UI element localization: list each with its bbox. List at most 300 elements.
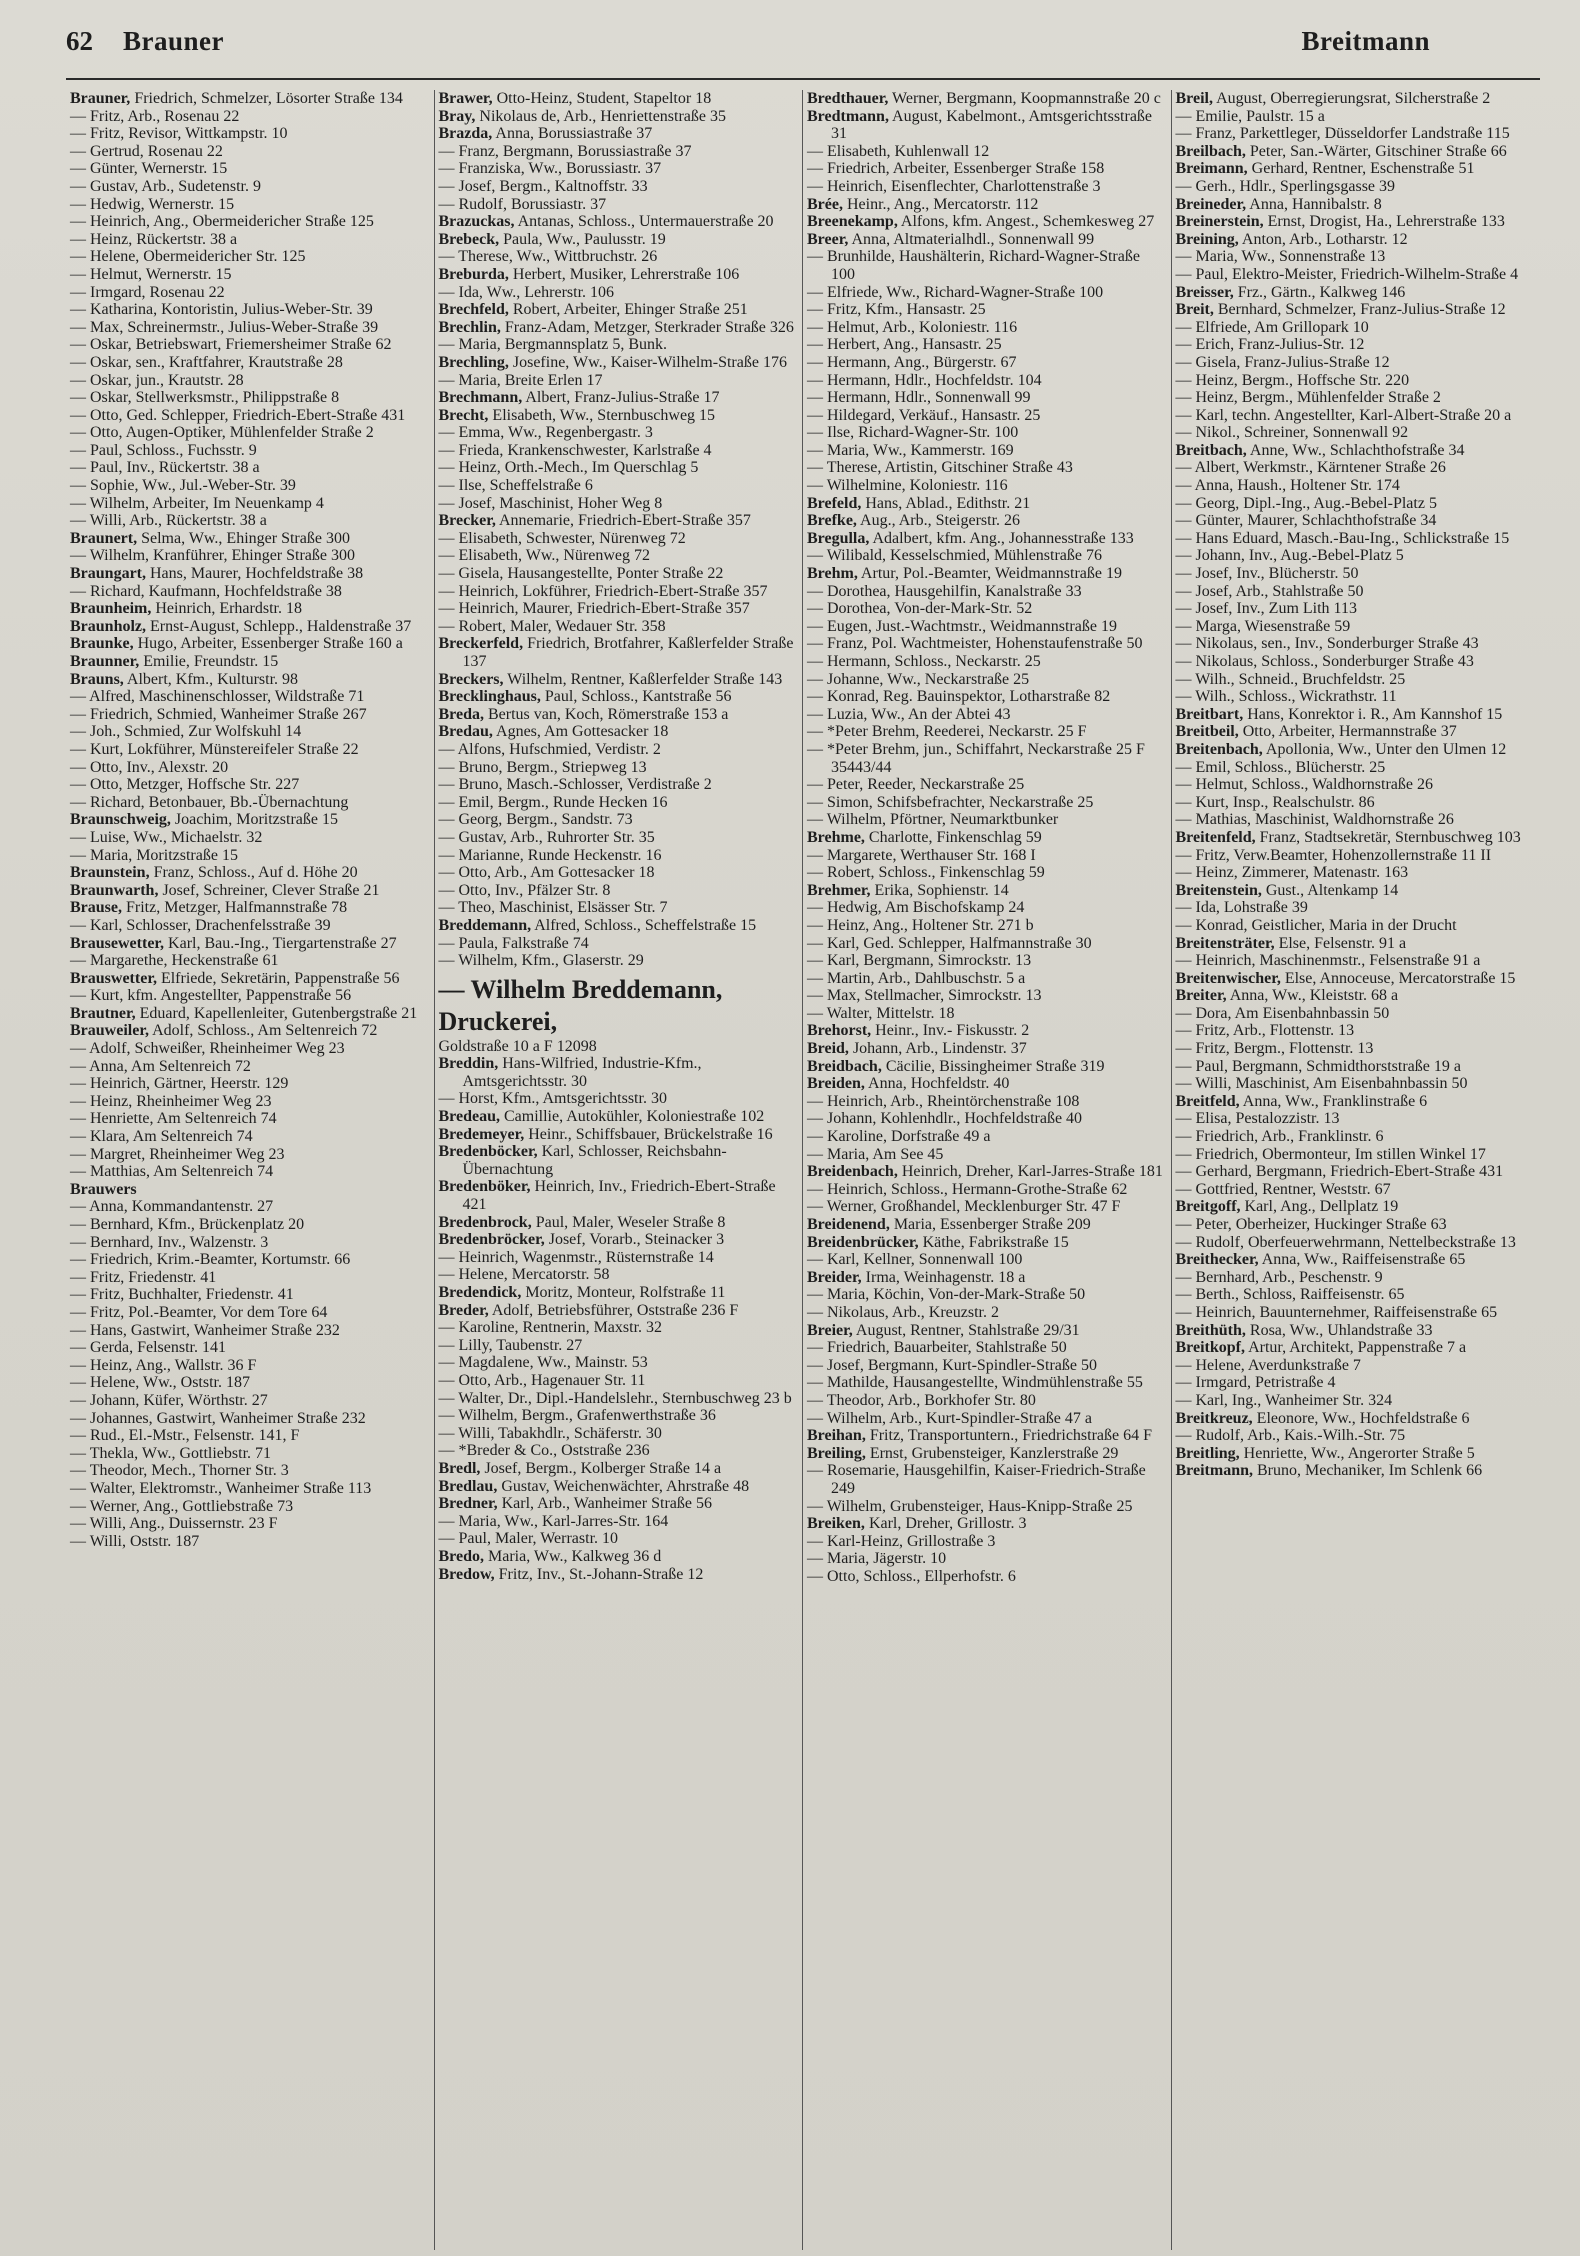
entry-details: Ernst, Drogist, Ha., Lehrerstraße 133 [1263,213,1505,231]
directory-entry [1176,1216,1535,1234]
column-4 [1172,90,1541,2250]
entry-details: — Maria, Am See 45 [807,1145,944,1163]
entry-details: — Anna, Kommandantenstr. 27 [70,1198,274,1216]
entry-details: — Wilhelm, Arb., Kurt-Spindler-Straße 47 a [807,1409,1092,1427]
directory-entry [70,1374,428,1392]
directory-entry [807,424,1165,442]
entry-surname: Braunschweig, [70,811,171,829]
entry-details: — Gottfried, Rentner, Weststr. 67 [1175,1180,1391,1198]
entry-details: — Emma, Ww., Regenbergastr. 3 [438,424,653,442]
directory-entry [807,723,1165,741]
entry-details: — Johannes, Gastwirt, Wanheimer Straße 232 [70,1409,366,1427]
directory-entry [1176,284,1535,302]
directory-entry [1176,266,1535,284]
directory-entry [807,1392,1165,1410]
directory-entry [439,1460,797,1478]
directory-entry [1176,231,1535,249]
directory-entry [439,952,797,970]
entry-surname: Breitkreuz, [1175,1409,1253,1427]
entry-surname: Bredl, [438,1459,481,1477]
directory-entry [807,1374,1165,1392]
directory-entry [807,442,1165,460]
directory-entry [439,1231,797,1249]
entry-details: — Helene, Obermeidericher Str. 125 [70,248,306,266]
entry-details: — Helene, Averdunkstraße 7 [1175,1356,1361,1374]
directory-entry [439,1302,797,1320]
directory-entry [807,706,1165,724]
entry-surname: Bregulla, [807,529,870,547]
directory-entry [70,811,428,829]
entry-details: — Marga, Wiesenstraße 59 [1175,617,1351,635]
entry-details: — Luzia, Ww., An der Abtei 43 [807,705,1011,723]
directory-entry [1176,213,1535,231]
entry-surname: Bredtmann, [807,107,889,125]
entry-surname: Breinerstein, [1175,213,1264,231]
directory-entry [70,1251,428,1269]
entry-details: Selma, Ww., Ehinger Straße 300 [137,529,350,547]
entry-details: — Oskar, sen., Kraftfahrer, Krautstraße 28 [70,353,343,371]
entry-details: — Georg, Dipl.-Ing., Aug.-Bebel-Platz 5 [1175,494,1437,512]
directory-entry [807,1304,1165,1322]
entry-details: Anne, Ww., Schlachthofstraße 34 [1246,441,1465,459]
entry-surname: Breit, [1175,301,1214,319]
directory-entry [1176,301,1535,319]
entry-details: Artur, Architekt, Pappenstraße 7 a [1244,1339,1467,1357]
entry-details: August, Kabelmont., Amtsgerichtsstraße 31 [831,107,1153,143]
left-guide-word: Brauner [123,26,224,56]
directory-entry [1176,1322,1535,1340]
entry-details: — Karl, Ged. Schlepper, Halfmannstraße 30 [807,934,1092,952]
directory-entry [1176,1022,1535,1040]
directory-entry [70,1163,428,1181]
directory-entry [807,1445,1165,1463]
directory-entry [439,1372,797,1390]
columns [66,90,1540,2250]
entry-details: — Johanne, Ww., Neckarstraße 25 [807,670,1030,688]
entry-details: — Otto, Augen-Optiker, Mühlenfelder Straße 2 [70,424,374,442]
entry-details: — Emil, Schloss., Blücherstr. 25 [1175,758,1386,776]
entry-details: August, Rentner, Stahlstraße 29/31 [852,1321,1080,1339]
directory-entry [70,530,428,548]
entry-details: — Magdalene, Ww., Mainstr. 53 [438,1354,648,1372]
directory-entry [439,495,797,513]
directory-entry [1176,671,1535,689]
entry-details: — Maria, Breite Erlen 17 [438,371,603,389]
directory-entry [70,1427,428,1445]
entry-details: — Theodor, Arb., Borkhofer Str. 80 [807,1391,1036,1409]
directory-entry [70,231,428,249]
entry-surname: Breitmann, [1175,1462,1253,1480]
directory-entry [70,864,428,882]
entry-details: — Franz, Parkettleger, Düsseldorfer Landstraße 115 [1175,125,1510,143]
directory-entry [70,1269,428,1287]
directory-entry [70,1304,428,1322]
directory-entry [70,1075,428,1093]
directory-entry [1176,1392,1535,1410]
directory-entry [439,794,797,812]
entry-details: — Wilhelm, Bergm., Grafenwerthstraße 36 [438,1407,716,1425]
entry-surname: Breitensträter, [1175,934,1275,952]
entry-details: Josef, Vorarb., Steinacker 3 [544,1231,725,1249]
entry-details: Hans-Wilfried, Industrie-Kfm., Amtsgerichtsstr. 30 [462,1055,702,1090]
directory-entry [807,1410,1165,1428]
entry-details: Friedrich, Schmelzer, Lösorter Straße 134 [130,90,403,107]
directory-entry [1176,389,1535,407]
display-entry-text: — Wilhelm Breddemann, Druckerei, [438,974,723,1036]
directory-entry [70,1040,428,1058]
directory-entry [1176,512,1535,530]
directory-entry [807,143,1165,161]
entry-details: Eduard, Kapellenleiter, Gutenbergstraße 21 [135,1004,418,1022]
directory-entry [439,600,797,618]
entry-details: — Fritz, Friedenstr. 41 [70,1268,217,1286]
directory-entry [439,1407,797,1425]
directory-entry [1176,1181,1535,1199]
entry-details: Anna, Ww., Raiffeisenstraße 65 [1258,1251,1466,1269]
directory-entry [807,512,1165,530]
entry-details: Ernst-August, Schlepp., Haldenstraße 37 [146,617,412,635]
directory-entry [439,583,797,601]
directory-entry [70,319,428,337]
directory-entry [439,1566,797,1584]
entry-details: — Gisela, Franz-Julius-Straße 12 [1175,353,1390,371]
directory-entry [807,1181,1165,1199]
entry-details: — Karl, techn. Angestellter, Karl-Albert-Straße 20 a [1175,406,1512,424]
directory-entry [1176,459,1535,477]
directory-entry [439,1478,797,1496]
entry-details: — Günter, Wernerstr. 15 [70,160,228,178]
directory-entry [70,284,428,302]
entry-surname: Breining, [1175,230,1239,248]
directory-entry [70,90,428,108]
entry-details: Maria, Ww., Kalkweg 36 d [483,1547,662,1565]
directory-entry [70,160,428,178]
directory-entry [1176,952,1535,970]
entry-details: Gerhard, Rentner, Eschenstraße 51 [1247,160,1475,178]
directory-entry [807,794,1165,812]
entry-details: — Henriette, Am Seltenreich 74 [70,1110,277,1128]
entry-details: Else, Felsenstr. 91 a [1274,934,1407,952]
entry-surname: Brehorst, [807,1022,872,1040]
directory-entry [70,266,428,284]
directory-entry [439,565,797,583]
entry-details: — Heinz, Orth.-Mech., Im Querschlag 5 [438,459,699,477]
entry-details: — Georg, Bergm., Sandstr. 73 [438,811,633,829]
entry-surname: Breisser, [1175,283,1234,301]
entry-details: — Johann, Kohlenhdlr., Hochfeldstraße 40 [807,1110,1083,1128]
entry-details: — Gertrud, Rosenau 22 [70,142,223,160]
entry-surname: Brehm, [807,565,858,583]
entry-details: Karl, Dreher, Grillostr. 3 [864,1515,1027,1533]
directory-entry [70,899,428,917]
directory-entry [70,635,428,653]
entry-surname: Breineder, [1175,195,1247,213]
directory-entry [1176,688,1535,706]
entry-surname: Bredthauer, [807,90,889,107]
directory-entry [70,336,428,354]
entry-details: Hans, Maurer, Hochfeldstraße 38 [146,565,364,583]
entry-details: — Robert, Schloss., Finkenschlag 59 [807,864,1045,882]
entry-surname: Brauweiler, [70,1022,149,1040]
entry-details: Franz, Schloss., Auf d. Höhe 20 [149,864,358,882]
entry-details: — Josef, Arb., Stahlstraße 50 [1175,582,1364,600]
entry-details: — Otto, Inv., Alexstr. 20 [70,758,229,776]
entry-surname: Brechling, [438,353,509,371]
directory-entry [807,90,1165,108]
entry-details: Maria, Essenberger Straße 209 [889,1216,1091,1233]
entry-details: — Fritz, Verw.Beamter, Hohenzollernstraße 11 II [1175,846,1492,864]
entry-details: — Eugen, Just.-Wachtmstr., Weidmannstraße 19 [807,617,1117,635]
entry-details: — Fritz, Kfm., Hansastr. 25 [807,301,986,319]
entry-details: — Elfriede, Am Grillopark 10 [1175,318,1369,336]
entry-details: — Maria, Köchin, Von-der-Mark-Straße 50 [807,1286,1086,1304]
directory-entry [807,231,1165,249]
directory-entry [70,829,428,847]
directory-entry [807,811,1165,829]
entry-details: — Willi, Tabakhdlr., Schäferstr. 30 [438,1424,662,1442]
directory-entry [439,512,797,530]
entry-surname: Breidenbrücker, [807,1233,919,1251]
page-number: 62 [66,26,93,56]
entry-details: — Margarethe, Heckenstraße 61 [70,952,279,970]
entry-details: — Marianne, Runde Heckenstr. 16 [438,846,662,864]
directory-entry [70,1480,428,1498]
entry-details: — Simon, Schifsbefrachter, Neckarstraße 25 [807,793,1094,811]
entry-details: — Elisa, Pestalozzistr. 13 [1175,1110,1340,1128]
directory-entry [807,1462,1165,1497]
entry-details: Karl, Bau.-Ing., Tiergartenstraße 27 [164,934,397,952]
entry-details: — Maria, Ww., Karl-Jarres-Str. 164 [438,1512,669,1530]
entry-surname: Brehmer, [807,881,871,899]
entry-surname: Breitenbach, [1175,740,1263,758]
directory-entry [807,1286,1165,1304]
column-1 [66,90,435,2250]
directory-entry [1176,1093,1535,1111]
entry-details: — Wilhelm, Kranführer, Ehinger Straße 300 [70,547,356,565]
entry-details: — Herbert, Ang., Hansastr. 25 [807,336,1002,354]
directory-entry [70,459,428,477]
directory-entry [70,424,428,442]
entry-details: Heinr., Ang., Mercatorstr. 112 [842,195,1039,213]
directory-entry [807,1110,1165,1128]
directory-entry [807,935,1165,953]
entry-surname: Breithecker, [1175,1251,1259,1269]
entry-surname: Breiter, [1175,987,1227,1005]
entry-details: Alfred, Schloss., Scheffelstraße 15 [531,916,757,934]
entry-surname: Braunwarth, [70,881,159,899]
directory-entry [807,547,1165,565]
entry-details: — Paul, Elektro-Meister, Friedrich-Wilhelm-Straße 4 [1175,265,1519,283]
directory-entry [1176,882,1535,900]
directory-entry [1176,583,1535,601]
directory-entry [1176,706,1535,724]
right-guide-word: Breitmann [1301,26,1430,56]
entry-details: August, Oberregierungsrat, Silcherstraße 2 [1212,90,1491,107]
entry-details: — Margret, Rheinheimer Weg 23 [70,1145,285,1163]
directory-entry [439,459,797,477]
directory-entry [1176,917,1535,935]
directory-entry [70,178,428,196]
entry-details: Karl, Schlosser, Reichsbahn-Übernachtung [462,1143,727,1178]
directory-entry [1176,178,1535,196]
directory-entry [1176,565,1535,583]
entry-details: Werner, Bergmann, Koopmannstraße 20 c [888,90,1161,107]
entry-details: — Josef, Inv., Blücherstr. 50 [1175,565,1359,583]
directory-entry [807,301,1165,319]
entry-surname: Breitbeil, [1175,723,1239,741]
entry-details: — Friedrich, Bauarbeiter, Stahlstraße 50 [807,1339,1067,1357]
directory-entry [70,143,428,161]
directory-entry [70,776,428,794]
directory-entry [70,741,428,759]
directory-entry [70,407,428,425]
entry-surname: Breidenend, [807,1216,890,1233]
entry-details: — Otto, Arb., Am Gottesacker 18 [438,864,655,882]
entry-surname: Bray, [438,107,476,125]
directory-entry [807,688,1165,706]
entry-details: — Heinz, Ang., Holtener Str. 271 b [807,916,1034,934]
entry-details: — Helene, Mercatorstr. 58 [438,1266,610,1284]
directory-entry [1176,899,1535,917]
entry-details: — Wilhelm, Grubensteiger, Haus-Knipp-Straße 25 [807,1497,1133,1515]
entry-details: — Ida, Lohstraße 39 [1175,899,1308,917]
directory-entry [1176,143,1535,161]
entry-details: Otto, Arbeiter, Hermannstraße 37 [1238,723,1457,741]
directory-entry [807,1498,1165,1516]
directory-entry [439,1530,797,1548]
directory-entry [70,565,428,583]
entry-details: — Berth., Schloss, Raiffeisenstr. 65 [1175,1286,1405,1304]
directory-entry [439,1548,797,1566]
directory-entry [1176,1445,1535,1463]
directory-entry [70,1181,428,1199]
entry-details: Camillie, Autokühler, Koloniestraße 102 [499,1108,765,1126]
directory-entry [807,178,1165,196]
entry-details: Eleonore, Ww., Hochfeldstraße 6 [1252,1409,1470,1427]
directory-entry [1176,776,1535,794]
entry-surname: Breid, [807,1040,849,1058]
directory-entry [1176,407,1535,425]
directory-entry [807,1146,1165,1164]
entry-details: Anna, Ww., Franklinstraße 6 [1239,1092,1428,1110]
entry-surname: Breier, [807,1321,853,1339]
entry-details: — Alfons, Hufschmied, Verdistr. 2 [438,740,661,758]
entry-surname: Brechfeld, [438,301,509,319]
entry-details: Heinrich, Inv., Friedrich-Ebert-Straße 421 [462,1178,776,1214]
entry-details: Annemarie, Friedrich-Ebert-Straße 357 [495,512,751,530]
entry-details: Otto-Heinz, Student, Stapeltor 18 [492,90,712,107]
entry-details: Adolf, Betriebsführer, Oststraße 236 F [488,1301,739,1319]
entry-surname: Breer, [807,230,849,248]
entry-details: Antanas, Schloss., Untermauerstraße 20 [514,213,774,231]
directory-entry [70,917,428,935]
entry-details: — Rudolf, Borussiastr. 37 [438,195,607,213]
entry-details: — Heinz, Ang., Wallstr. 36 F [70,1356,257,1374]
directory-entry [1176,1198,1535,1216]
directory-entry [70,301,428,319]
directory-entry [807,372,1165,390]
entry-details: — Otto, Metzger, Hoffsche Str. 227 [70,776,300,794]
directory-entry [807,1339,1165,1357]
entry-surname: Braunert, [70,529,138,547]
entry-details: — Nikolaus, Arb., Kreuzstr. 2 [807,1303,999,1321]
directory-entry [439,688,797,706]
directory-entry [439,635,797,670]
entry-details: — Kurt, Insp., Realschulstr. 86 [1175,793,1375,811]
entry-surname: Breitenfeld, [1175,828,1256,846]
entry-details: — Brunhilde, Haushälterin, Richard-Wagner-Straße 100 [807,248,1140,283]
entry-details: Nikolaus de, Arb., Henriettenstraße 35 [475,107,726,125]
directory-entry [807,284,1165,302]
entry-details: — Thekla, Ww., Gottliebstr. 71 [70,1444,272,1462]
directory-entry [70,1410,428,1428]
directory-entry [1176,1110,1535,1128]
directory-entry [439,477,797,495]
directory-entry [439,917,797,935]
directory-entry [807,829,1165,847]
entry-surname: Bredendick, [438,1284,522,1301]
entry-surname: Brebeck, [438,230,500,248]
directory-entry [439,442,797,460]
directory-entry [70,688,428,706]
entry-details: Heinr., Inv.- Fiskusstr. 2 [871,1022,1030,1040]
entry-details: — Heinrich, Maurer, Friedrich-Ebert-Straße 357 [438,600,750,618]
directory-entry [439,231,797,249]
entry-details: Cäcilie, Bissingheimer Straße 319 [881,1057,1105,1075]
directory-entry [70,1022,428,1040]
entry-details: Paul, Schloss., Kantstraße 56 [540,688,732,706]
entry-details: — Franziska, Ww., Borussiastr. 37 [438,160,662,178]
entry-surname: Breidbach, [807,1057,882,1075]
entry-surname: Bredow, [438,1565,495,1583]
page-header [66,26,1540,80]
entry-details: — *Peter Brehm, Reederei, Neckarstr. 25 F [807,723,1087,741]
directory-entry [1176,653,1535,671]
directory-entry [70,1533,428,1551]
entry-details: Adalbert, kfm. Ang., Johannesstraße 133 [869,529,1134,547]
entry-details: Else, Annoceuse, Mercatorstraße 15 [1280,969,1516,987]
entry-details: — Nikolaus, Schloss., Sonderburger Straße 43 [1175,653,1474,670]
entry-surname: Breda, [438,705,484,723]
directory-entry [1176,248,1535,266]
directory-entry [70,354,428,372]
entry-details: Erika, Sophienstr. 14 [870,881,1009,899]
directory-entry [1176,196,1535,214]
entry-details: Franz, Stadtsekretär, Sternbuschweg 103 [1255,828,1521,846]
entry-details: — Hans Eduard, Masch.-Bau-Ing., Schlickstraße 15 [1175,529,1510,547]
directory-entry [70,1462,428,1480]
entry-details: — Rud., El.-Mstr., Felsenstr. 141, F [70,1427,300,1445]
column-2 [435,90,804,2250]
entry-details: — Heinrich, Gärtner, Heerstr. 129 [70,1075,289,1093]
entry-surname: Brazda, [438,125,493,143]
entry-details: Emilie, Freundstr. 15 [139,653,279,670]
directory-entry [807,882,1165,900]
entry-details: Apollonia, Ww., Unter den Ulmen 12 [1262,740,1507,758]
directory-entry [807,1198,1165,1216]
entry-details: Herbert, Musiker, Lehrerstraße 106 [508,265,740,283]
directory-entry [1176,1304,1535,1322]
directory-entry [70,1445,428,1463]
entry-surname: Breiden, [807,1075,865,1093]
entry-details: — Friedrich, Schmied, Wanheimer Straße 267 [70,705,367,723]
entry-details: — Max, Stellmacher, Simrockstr. 13 [807,987,1042,1005]
directory-entry [1176,1357,1535,1375]
directory-entry [807,671,1165,689]
entry-details: — Emilie, Paulstr. 15 a [1175,107,1325,125]
entry-surname: Breiken, [807,1515,865,1533]
entry-details: — Maria, Jägerstr. 10 [807,1550,947,1568]
